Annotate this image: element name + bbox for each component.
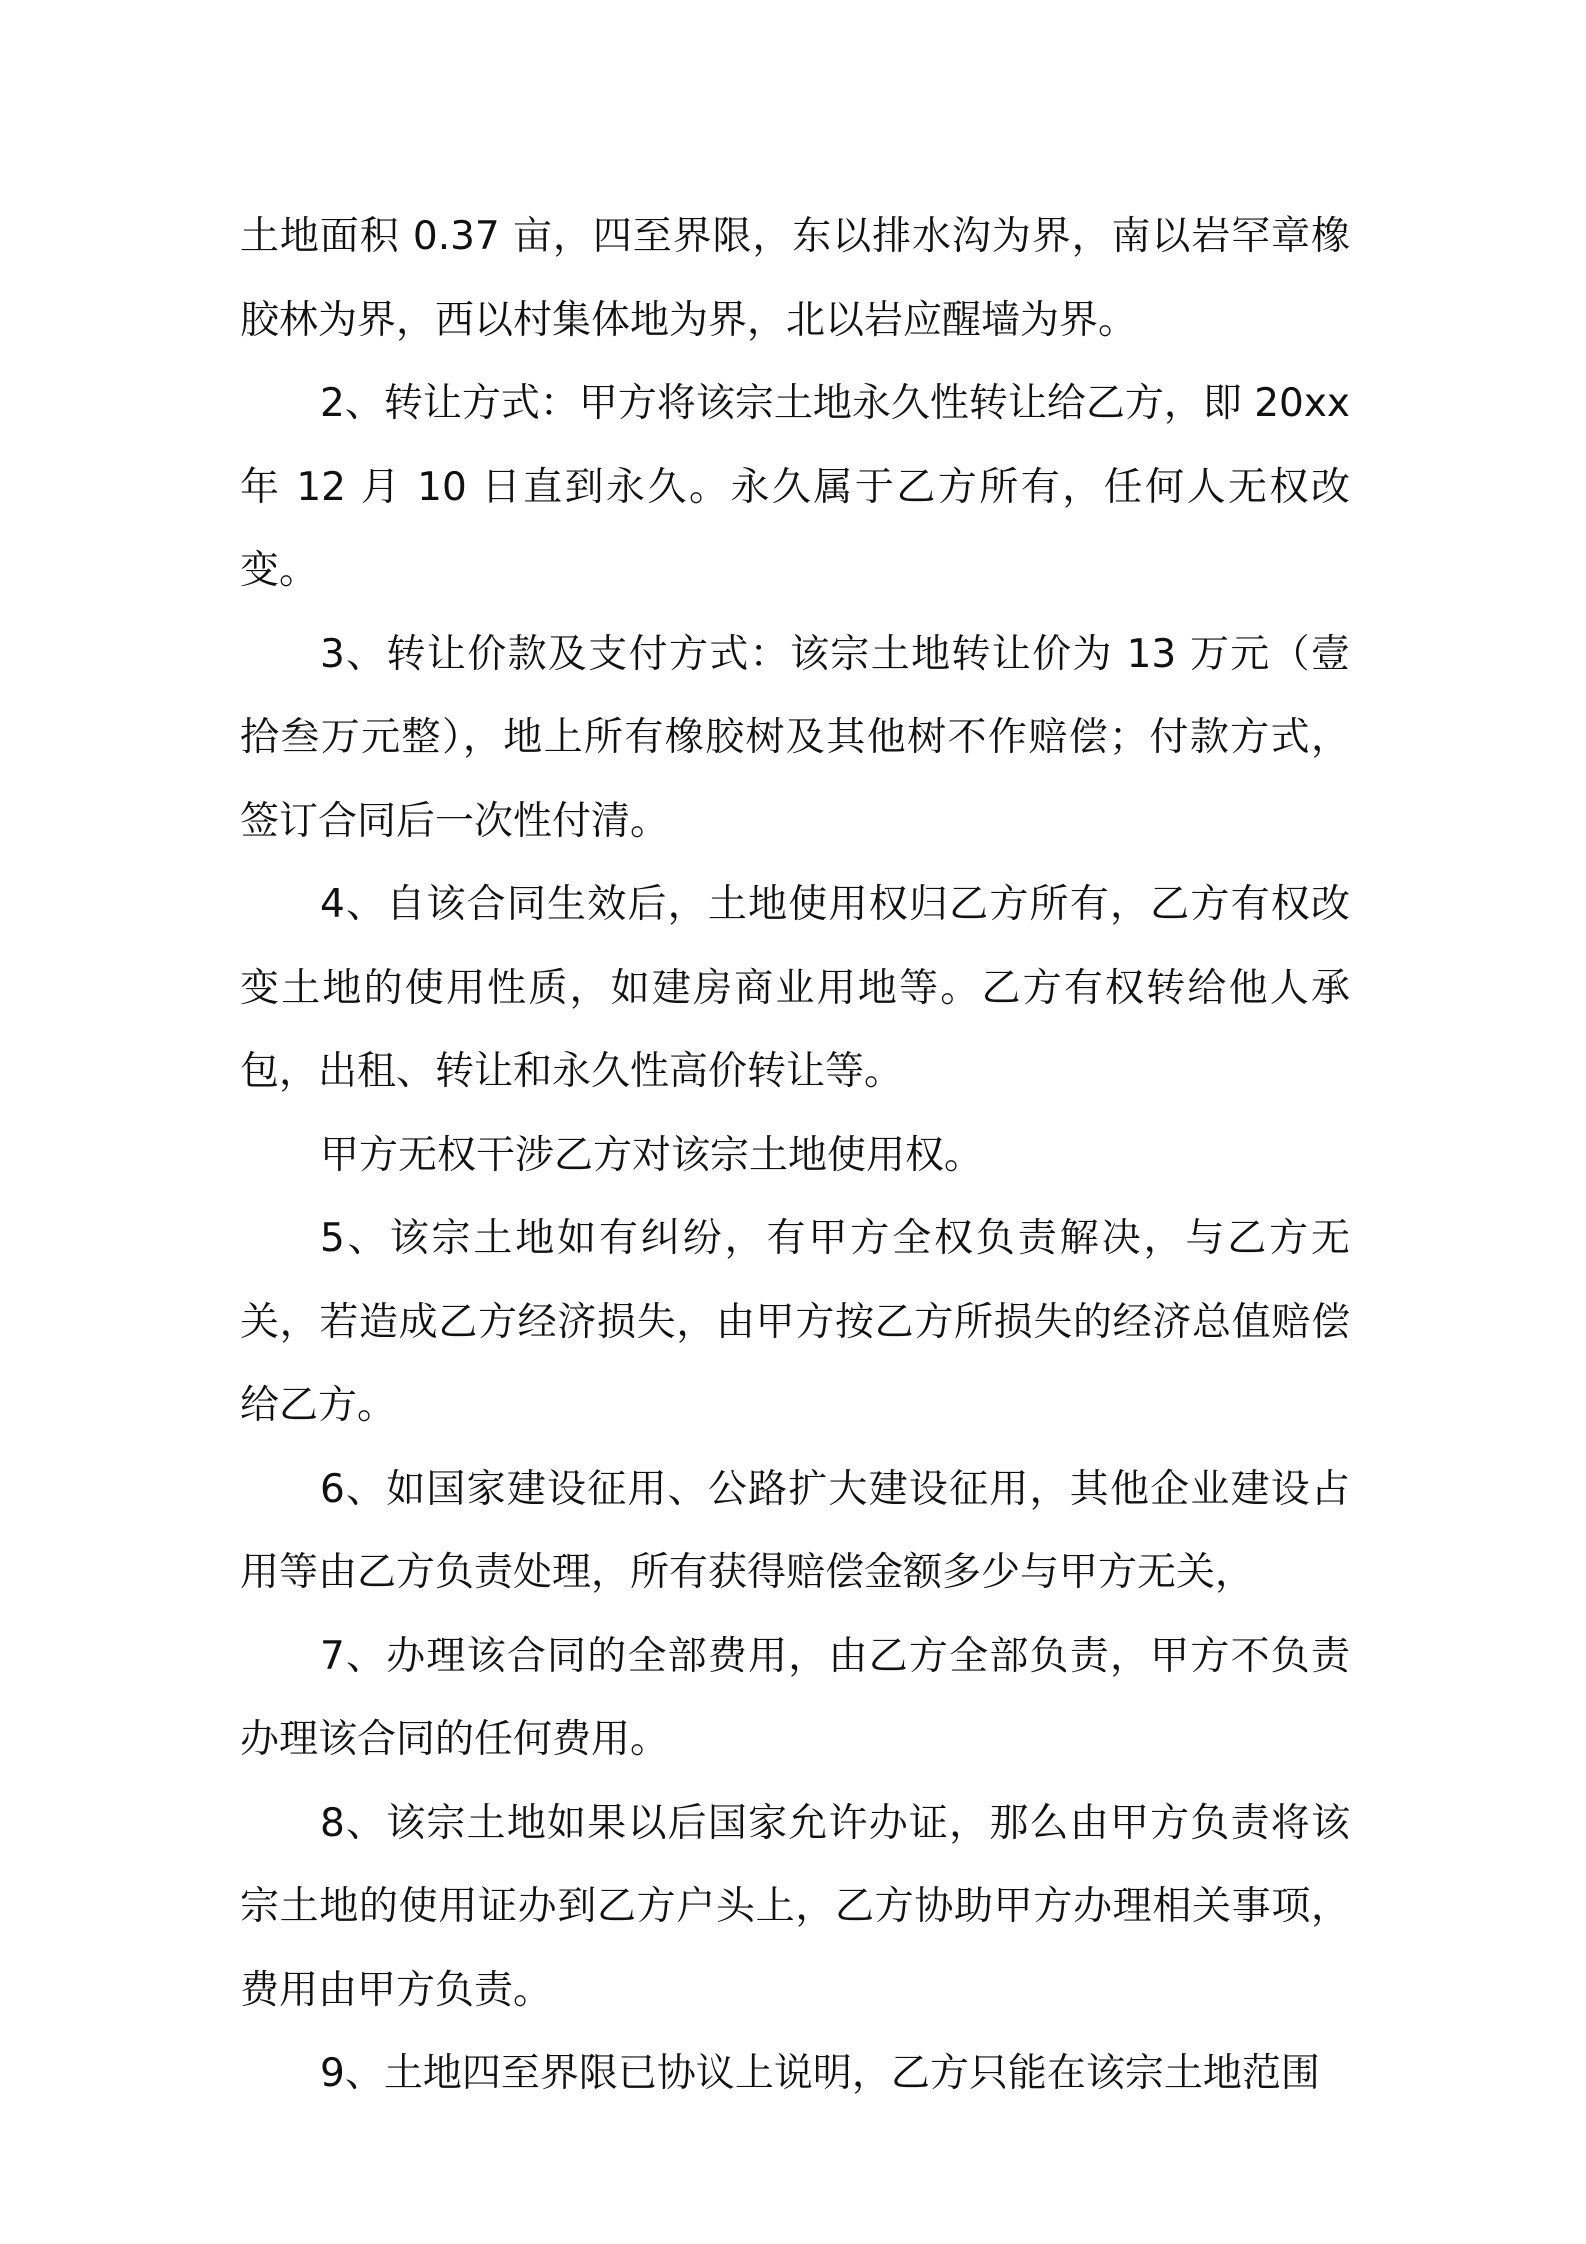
paragraph-land-area: 土地面积 0.37 亩，四至界限，东以排水沟为界，南以岩罕章橡胶林为界，西以村集体地为界，北以岩应醒墙为界。 [240,214,1350,343]
paragraph-clause-5: 5、该宗土地如有纠纷，有甲方全权负责解决，与乙方无关，若造成乙方经济损失，由甲方按乙方所损失的经济总值赔偿给乙方。 [240,1216,1350,1428]
contract-body [240,195,1350,2116]
paragraph-clause-7: 7、办理该合同的全部费用，由乙方全部负责，甲方不负责办理该合同的任何费用。 [240,1633,1350,1762]
paragraph-clause-4-note: 甲方无权干涉乙方对该宗土地使用权。 [320,1132,984,1178]
paragraph-clause-3: 3、转让价款及支付方式：该宗土地转让价为 13 万元（壹拾叁万元整），地上所有橡胶树及其他树不作赔偿；付款方式，签订合同后一次性付清。 [240,631,1350,844]
paragraph-clause-9: 9、土地四至界限已协议上说明，乙方只能在该宗土地范围 [320,2051,1320,2096]
paragraph-clause-4: 4、自该合同生效后，土地使用权归乙方所有，乙方有权改变土地的使用性质，如建房商业用地等。乙方有权转给他人承包，出租、转让和永久性高价转让等。 [240,882,1350,1094]
paragraph-clause-8: 8、该宗土地如果以后国家允许办证，那么由甲方负责将该宗土地的使用证办到乙方户头上，乙方协助甲方办理相关事项，费用由甲方负责。 [240,1800,1350,2013]
paragraph-clause-2: 2、转让方式：甲方将该宗土地永久性转让给乙方，即 20xx 年 12 月 10 日直到永久。永久属于乙方所有，任何人无权改变。 [240,381,1350,593]
paragraph-clause-6: 6、如国家建设征用、公路扩大建设征用，其他企业建设占用等由乙方负责处理，所有获得赔偿金额多少与甲方无关， [240,1466,1350,1595]
